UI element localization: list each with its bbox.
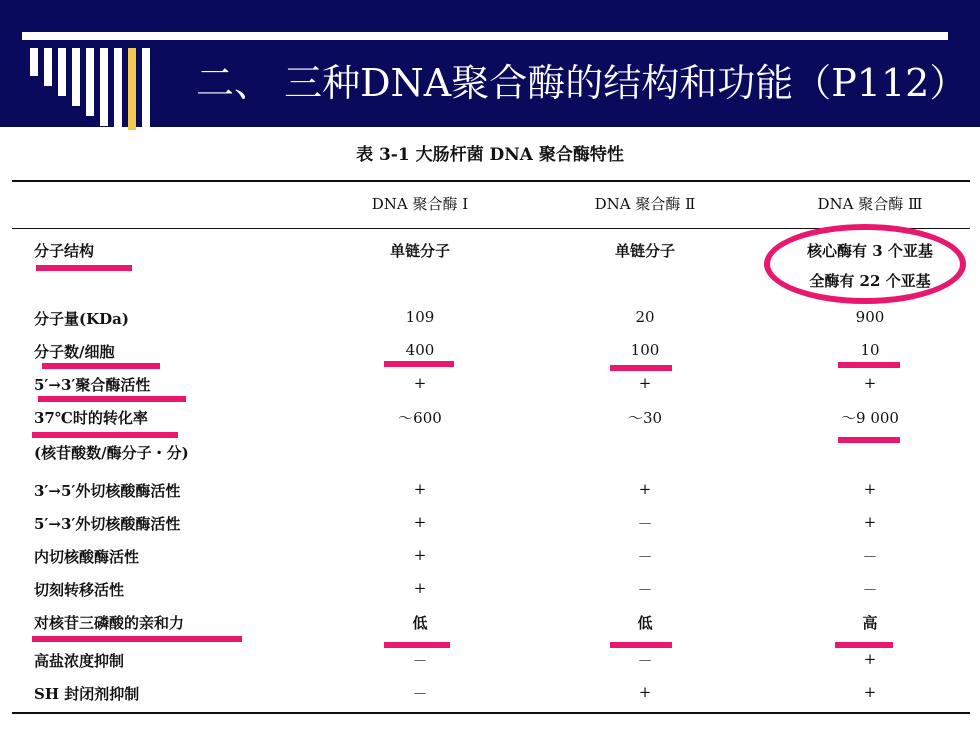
deco-bar — [128, 48, 136, 130]
column-header-pol2: DNA 聚合酶 Ⅱ — [594, 195, 696, 213]
table-cell: 109 — [405, 308, 435, 326]
highlight-underline — [36, 265, 132, 271]
table-cell: ～30 — [627, 409, 663, 427]
table-cell: + — [863, 650, 877, 668]
highlight-underline — [32, 432, 178, 438]
highlight-underline — [838, 437, 900, 443]
row-label: 5′→3′外切核酸酶活性 — [34, 515, 181, 533]
table-cell: + — [413, 513, 427, 531]
deco-bar — [30, 48, 38, 76]
table-cell: 20 — [635, 308, 655, 326]
row-label: 3′→5′外切核酸酶活性 — [34, 482, 181, 500]
table-cell: + — [863, 683, 877, 701]
table-cell: － — [637, 652, 653, 670]
table-cell: － — [862, 548, 878, 566]
header-divider — [22, 32, 948, 40]
deco-bar — [86, 48, 94, 116]
table-cell: － — [412, 685, 428, 703]
table-cell: 单链分子 — [389, 242, 450, 260]
table-cell: 低 — [637, 614, 653, 632]
table-cell: － — [637, 581, 653, 599]
table-bottom-rule — [12, 712, 970, 714]
deco-bar — [142, 48, 150, 130]
table-cell: + — [638, 374, 652, 392]
highlight-underline — [38, 396, 186, 402]
row-label: (核苷酸数/酶分子・分) — [34, 444, 189, 462]
table-cell: + — [413, 546, 427, 564]
decorative-bars — [30, 48, 170, 130]
deco-bar — [72, 48, 80, 106]
table-cell: 核心酶有 3 个亚基 — [807, 242, 933, 260]
table-cell: + — [413, 579, 427, 597]
table-cell: 低 — [412, 614, 428, 632]
row-label: SH 封闭剂抑制 — [34, 685, 140, 703]
deco-bar — [114, 48, 122, 130]
table-cell: － — [637, 515, 653, 533]
row-label: 内切核酸酶活性 — [34, 548, 140, 566]
row-label: 5′→3′聚合酶活性 — [34, 376, 151, 394]
slide-header — [0, 0, 980, 127]
table-cell: + — [863, 480, 877, 498]
highlight-underline — [384, 361, 454, 367]
table-cell: 400 — [405, 341, 435, 359]
column-header-pol3: DNA 聚合酶 Ⅲ — [817, 195, 923, 213]
table-cell: + — [413, 480, 427, 498]
table-cell: 100 — [630, 341, 660, 359]
highlight-underline — [610, 365, 672, 371]
table-cell: + — [863, 374, 877, 392]
table-cell: 高 — [862, 614, 878, 632]
table-cell: 全酶有 22 个亚基 — [809, 272, 931, 290]
highlight-underline — [838, 362, 900, 368]
table-caption: 表 3-1 大肠杆菌 DNA 聚合酶特性 — [356, 145, 624, 165]
table-cell: + — [638, 480, 652, 498]
deco-bar — [44, 48, 52, 86]
row-label: 分子结构 — [34, 242, 95, 260]
row-label: 37℃时的转化率 — [34, 409, 148, 427]
table-cell: + — [413, 374, 427, 392]
row-label: 切刻转移活性 — [34, 581, 125, 599]
deco-bar — [100, 48, 108, 126]
table-top-rule — [12, 180, 970, 182]
row-label: 高盐浓度抑制 — [34, 652, 125, 670]
table-cell: 900 — [855, 308, 885, 326]
table-cell: － — [862, 581, 878, 599]
highlight-underline — [835, 642, 893, 648]
table-cell: 10 — [860, 341, 880, 359]
highlight-circle — [764, 224, 966, 304]
table-cell: ～600 — [398, 409, 442, 427]
table-cell: － — [637, 548, 653, 566]
row-label: 分子量(KDa) — [34, 310, 129, 328]
slide-title: 二、 三种DNA聚合酶的结构和功能（P112） — [196, 61, 968, 105]
highlight-underline — [32, 636, 242, 642]
table-cell: ～9 000 — [841, 409, 899, 427]
row-label: 分子数/细胞 — [34, 343, 115, 361]
table-cell: + — [638, 683, 652, 701]
column-header-pol1: DNA 聚合酶 I — [371, 195, 469, 213]
highlight-underline — [42, 363, 160, 369]
row-label: 对核苷三磷酸的亲和力 — [34, 614, 185, 632]
highlight-underline — [384, 642, 450, 648]
table-cell: － — [412, 652, 428, 670]
highlight-underline — [610, 642, 672, 648]
deco-bar — [58, 48, 66, 96]
table-cell: + — [863, 513, 877, 531]
table-cell: 单链分子 — [614, 242, 675, 260]
